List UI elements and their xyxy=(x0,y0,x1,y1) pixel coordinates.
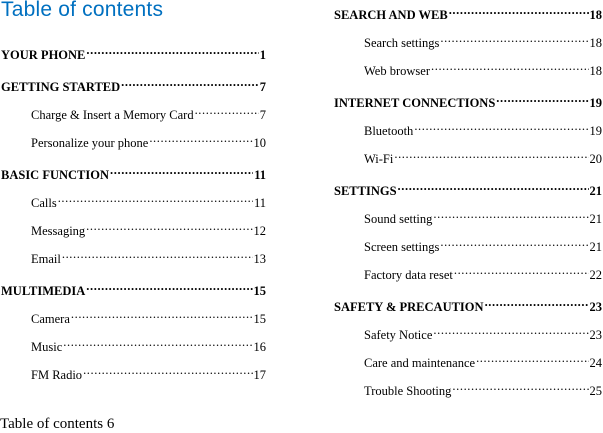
toc-label: SAFETY & PRECAUTION xyxy=(334,300,484,314)
toc-item-charge-memory-card[interactable] xyxy=(1,102,266,122)
toc-leader xyxy=(71,306,253,323)
toc-page-number: 23 xyxy=(589,300,602,314)
toc-item-web-browser[interactable] xyxy=(334,58,602,78)
toc-item-screen-settings[interactable] xyxy=(334,234,602,254)
toc-leader xyxy=(449,2,589,19)
toc-item-messaging[interactable] xyxy=(1,218,266,238)
toc-label: Calls xyxy=(31,196,57,210)
toc-leader xyxy=(110,162,253,179)
toc-leader xyxy=(398,178,589,195)
toc-section-search-web[interactable] xyxy=(334,2,602,22)
toc-section-multimedia[interactable] xyxy=(1,278,266,298)
toc-page-number: 24 xyxy=(589,356,602,370)
toc-leader xyxy=(86,278,252,295)
toc-label: Charge & Insert a Memory Card xyxy=(31,108,194,122)
toc-leader xyxy=(58,190,253,207)
toc-label: Safety Notice xyxy=(364,328,433,342)
toc-right-column xyxy=(334,2,602,398)
toc-leader xyxy=(433,322,588,339)
toc-label: Camera xyxy=(31,312,70,326)
toc-item-wifi[interactable] xyxy=(334,146,602,166)
toc-page-number: 7 xyxy=(259,80,266,94)
toc-page-number: 20 xyxy=(589,152,602,166)
toc-item-personalize-phone[interactable] xyxy=(1,130,266,150)
toc-label: Trouble Shooting xyxy=(364,384,452,398)
toc-page-number: 15 xyxy=(253,284,266,298)
toc-page-number: 19 xyxy=(589,124,602,138)
toc-page-number: 10 xyxy=(253,136,266,150)
toc-item-fm-radio[interactable] xyxy=(1,362,266,382)
toc-item-search-settings[interactable] xyxy=(334,30,602,50)
toc-page-number: 15 xyxy=(253,312,266,326)
toc-label: SEARCH AND WEB xyxy=(334,8,448,22)
toc-page-number: 25 xyxy=(589,384,602,398)
toc-leader xyxy=(414,118,588,135)
toc-leader xyxy=(121,74,259,91)
toc-label: MULTIMEDIA xyxy=(1,284,86,298)
toc-label: Web browser xyxy=(364,64,430,78)
toc-page-number: 23 xyxy=(589,328,602,342)
toc-label: Sound setting xyxy=(364,212,433,226)
toc-label: Factory data reset xyxy=(364,268,453,282)
toc-leader xyxy=(86,218,252,235)
toc-label: Search settings xyxy=(364,36,440,50)
toc-section-basic-function[interactable] xyxy=(1,162,266,182)
toc-leader xyxy=(86,42,258,59)
toc-item-trouble-shooting[interactable] xyxy=(334,378,602,398)
toc-leader xyxy=(394,146,588,163)
toc-leader xyxy=(63,334,252,351)
toc-item-care-maintenance[interactable] xyxy=(334,350,602,370)
toc-label: YOUR PHONE xyxy=(1,48,86,62)
toc-leader xyxy=(431,58,589,75)
toc-section-your-phone[interactable] xyxy=(1,42,266,62)
toc-page-number: 18 xyxy=(589,36,602,50)
toc-page-number: 17 xyxy=(253,368,266,382)
toc-leader xyxy=(62,246,253,263)
toc-label: FM Radio xyxy=(31,368,83,382)
toc-item-safety-notice[interactable] xyxy=(334,322,602,342)
toc-label: Email xyxy=(31,252,61,266)
toc-leader xyxy=(476,350,588,367)
toc-label: Messaging xyxy=(31,224,86,238)
toc-label: BASIC FUNCTION xyxy=(1,168,110,182)
toc-page-number: 12 xyxy=(253,224,266,238)
toc-page-number: 21 xyxy=(589,184,602,198)
toc-label: Care and maintenance xyxy=(364,356,476,370)
toc-leader xyxy=(440,234,588,251)
toc-leader xyxy=(452,378,588,395)
toc-leader xyxy=(433,206,588,223)
toc-label: Personalize your phone xyxy=(31,136,149,150)
toc-page-number: 13 xyxy=(253,252,266,266)
toc-page-number: 21 xyxy=(589,240,602,254)
toc-item-camera[interactable] xyxy=(1,306,266,326)
toc-leader xyxy=(195,102,259,119)
toc-label: INTERNET CONNECTIONS xyxy=(334,96,496,110)
toc-page-number: 1 xyxy=(259,48,266,62)
toc-label: SETTINGS xyxy=(334,184,397,198)
toc-section-getting-started[interactable] xyxy=(1,74,266,94)
toc-item-calls[interactable] xyxy=(1,190,266,210)
page-footer: Table of contents 6 xyxy=(0,416,115,432)
toc-item-music[interactable] xyxy=(1,334,266,354)
toc-page-number: 18 xyxy=(589,8,602,22)
toc-item-email[interactable] xyxy=(1,246,266,266)
toc-page-number: 7 xyxy=(259,108,266,122)
toc-label: GETTING STARTED xyxy=(1,80,121,94)
toc-page-number: 11 xyxy=(253,196,266,210)
toc-label: Wi-Fi xyxy=(364,152,394,166)
toc-item-factory-data-reset[interactable] xyxy=(334,262,602,282)
toc-page-number: 11 xyxy=(254,168,266,182)
toc-section-safety-precaution[interactable] xyxy=(334,294,602,314)
toc-section-internet-connections[interactable] xyxy=(334,90,602,110)
toc-leader xyxy=(440,30,588,47)
toc-label: Bluetooth xyxy=(364,124,414,138)
toc-leader xyxy=(485,294,589,311)
toc-section-settings[interactable] xyxy=(334,178,602,198)
page-title: Table of contents xyxy=(1,0,164,21)
toc-leader xyxy=(454,262,589,279)
toc-page-number: 22 xyxy=(589,268,602,282)
toc-page-number: 19 xyxy=(589,96,602,110)
toc-label: Screen settings xyxy=(364,240,440,254)
toc-leader xyxy=(83,362,252,379)
toc-page-number: 21 xyxy=(589,212,602,226)
toc-leader xyxy=(149,130,252,147)
toc-label: Music xyxy=(31,340,63,354)
toc-item-sound-setting[interactable] xyxy=(334,206,602,226)
toc-page-number: 18 xyxy=(589,64,602,78)
toc-item-bluetooth[interactable] xyxy=(334,118,602,138)
toc-page-number: 16 xyxy=(253,340,266,354)
toc-left-column xyxy=(1,42,266,382)
toc-leader xyxy=(496,90,588,107)
